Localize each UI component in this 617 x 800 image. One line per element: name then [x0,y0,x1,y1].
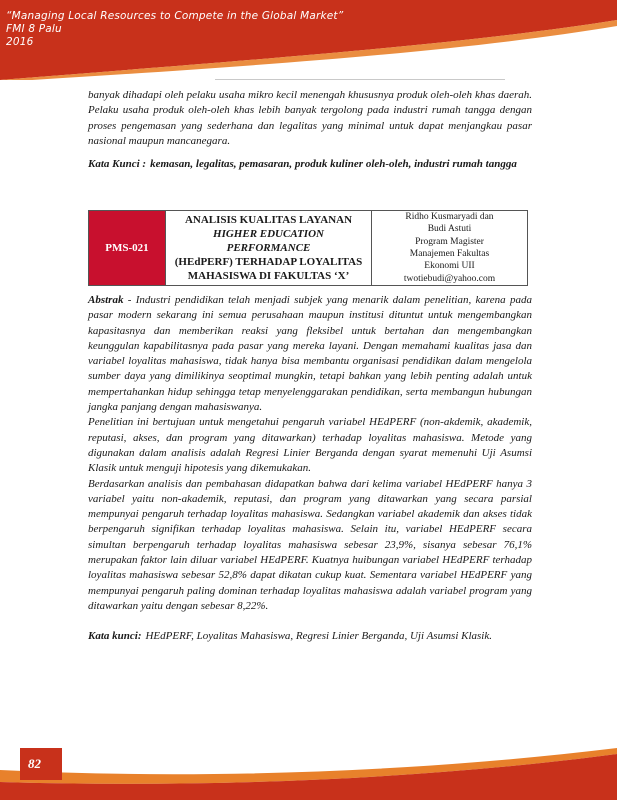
footer-band [0,740,617,800]
affiliation-2: Manajemen Fakultas [409,249,490,259]
keywords-1-label: Kata Kunci : [88,158,147,170]
conference-theme: “Managing Local Resources to Compete in the Global Market” [6,10,344,22]
abstract-paragraph-1 [88,293,532,415]
top-rule [215,79,505,80]
intro-paragraph-block [88,88,532,149]
author-names: Ridho Kusmaryadi dan [405,211,494,222]
keywords-2 [88,629,532,644]
author-email: twotiebudi@yahoo.com [403,273,496,284]
conference-banner [6,10,343,49]
affiliation-3: Ekonomi UII [424,261,475,272]
keywords-1-value: kemasan, legalitas, pemasaran, produk kuliner oleh-oleh, industri rumah tangga [150,158,517,170]
paper-code: PMS-021 [89,211,166,285]
paper-title [166,211,372,285]
conference-year: 2016 [6,36,34,48]
keywords-2-value: HEdPERF, Loyalitas Mahasiswa, Regresi Linier Berganda, Uji Asumsi Klasik. [145,630,492,642]
page-header [0,0,617,80]
abstract-label: Abstrak [88,294,124,306]
page-number: 82 [28,756,41,771]
abstract-paragraph-3: Berdasarkan analisis dan pembahasan didapatkan bahwa dari kelima variabel HEdPERF hanya 3 variabel yaitu non-akademik, reputasi, dan program yang ditawarkan yang secara parsial mempunyai pengaruh terhadap loyalitas mahasiswa. Sedangkan variabel akademik dan akses tidak berpengaruh signifikan terhadap loyalitas mahasiswa. Selain itu, variabel HEdPERF secara simultan berpengaruh terhadap loyalitas mahasiswa sebesar 23,9%, sisanya sebesar 76,1% merupakan faktor lain diluar variabel HEdPERF. Kuatnya huibungan variabel HEdPERF terhadap loyalitas mahasiswa sebesar 52,8% dapat dikatan cukup kuat. Sementara variabel HEdPERF yang mempunyai pengaruh paling dominan terhadap loyalitas mahasiswa adalah variabel program yang ditawarkan yaitu dengan sebesar 8,22%. [88,477,532,612]
abstract-text-1: - Industri pendidikan telah menjadi subjek yang menarik dalam penelitian, karena pada pasar modern sekarang ini semua perusahaan maupun institusi dituntut untuk mengembangkan kapasitasnya dan memberikan reaksi yang fleksibel untuk bertahan dan mengembangkan keunggulan kapabilitasnya pada pasar yang mereka layani. Dengan memahami kualitas jasa dan variabel loyalitas mahasiswa, tidak hanya bisa membantu organisasi pendidikan dalam mengelola sumber daya yang dimilikinya seoptimal mungkin, tetapi bahkan yang lebih penting adalah untuk mempertahankan hidup sehingga tetap menyelenggarakan pendidikan, serta membangun hubungan jangka panjang dengan mahasiswanya. [88,294,532,414]
page-footer [0,740,617,800]
paper-authors [372,211,527,285]
paper-title-line2: HIGHER EDUCATION PERFORMANCE [213,228,324,254]
paper-info-table [88,210,528,286]
paper-title-line1: ANALISIS KUALITAS LAYANAN [184,214,353,226]
affiliation-1: Program Magister [415,236,484,247]
abstract [88,293,532,614]
author-names-2: Budi Astuti [427,224,472,235]
abstract-paragraph-2: Penelitian ini bertujuan untuk mengetahui pengaruh variabel HEdPERF (non-akdemik, akademik, reputasi, akses, dan program yang ditawarkan) terhadap loyalitas mahasiswa. Metode yang digunakan dalam analisis adalah Regresi Linier Berganda dengan syarat memenuhi Uji Asumsi Klasik untuk menguji hipotesis yang dikemukakan. [88,416,532,475]
paper-title-line4: MAHASISWA DI FAKULTAS ‘X’ [187,270,350,282]
paper-title-line3: (HEdPERF) TERHADAP LOYALITAS [174,256,363,268]
conference-name: FMI 8 Palu [6,23,62,35]
keywords-2-label: Kata kunci: [88,630,142,642]
keywords-1 [88,157,532,172]
intro-paragraph: banyak dihadapi oleh pelaku usaha mikro kecil menengah khususnya produk oleh-oleh khas daerah. Pelaku usaha produk oleh-oleh khas lebih banyak tergolong pada industri rumah tangga dengan proses pengemasan yang sederhana dan legalitas yang minimal untuk dapat menjangkau pasar nasional maupun mancanegara. [88,89,532,147]
